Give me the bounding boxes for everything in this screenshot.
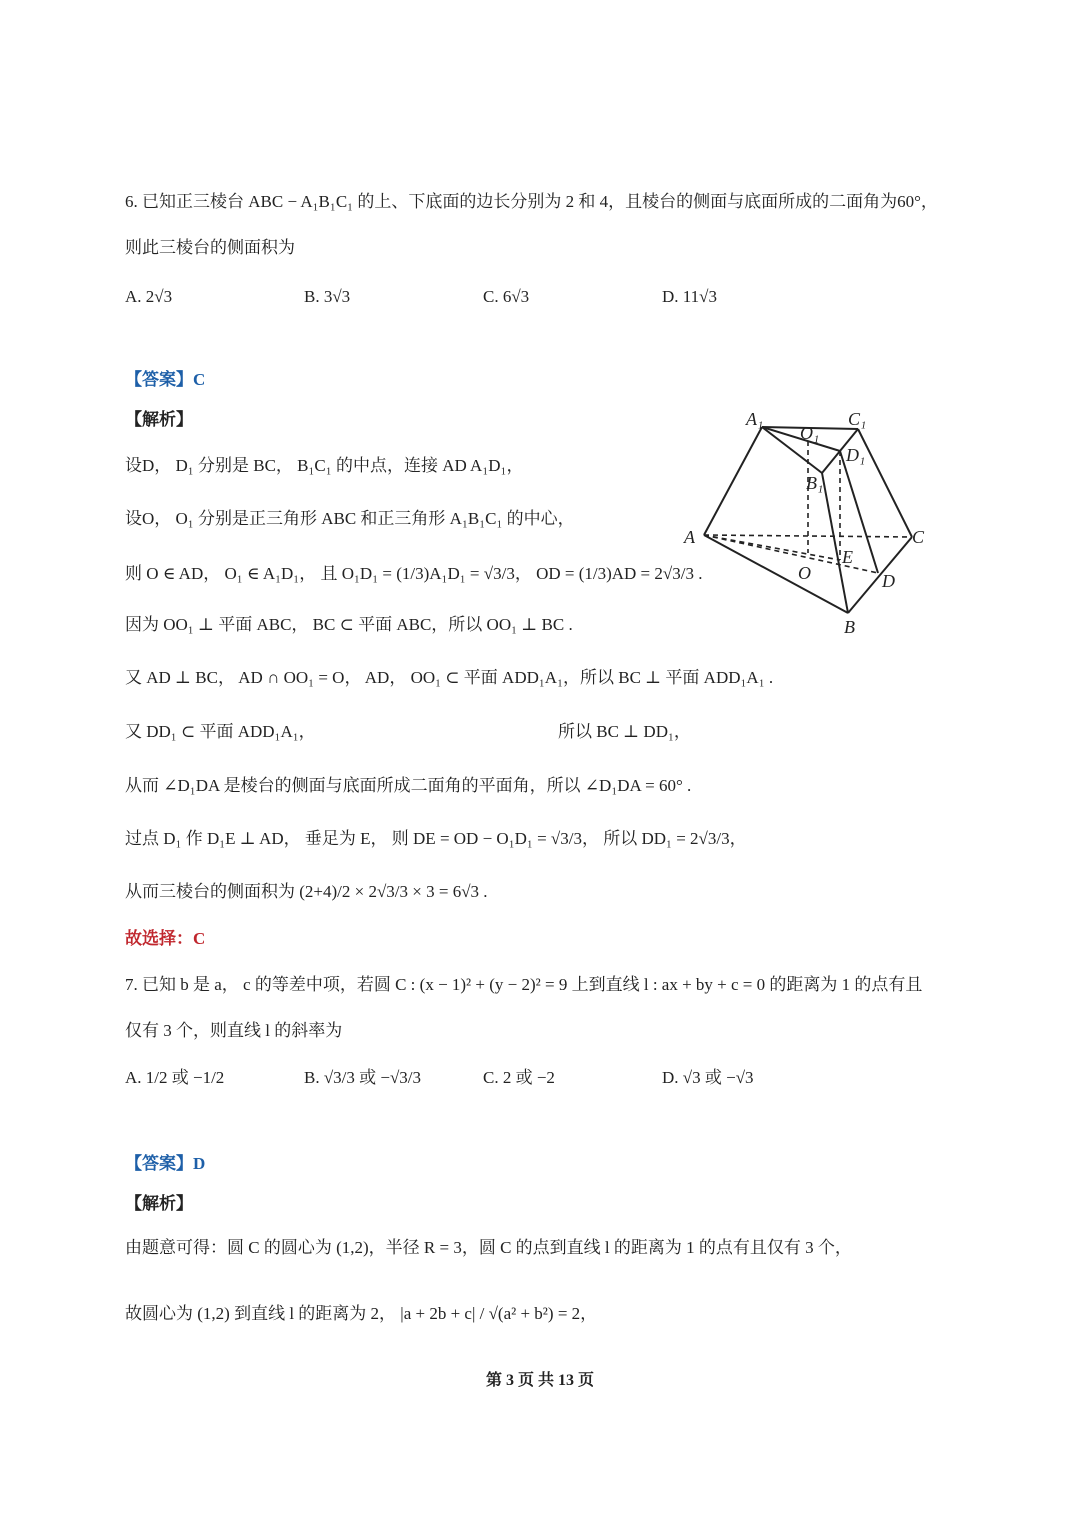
q7-answer: 【答案】D <box>125 1154 206 1173</box>
q7-stem-line2: 仅有 3 个，则直线 l 的斜率为 <box>125 1021 343 1040</box>
frustum-figure <box>680 405 940 640</box>
q6-select: 故选择：C <box>125 929 206 948</box>
label-o: O <box>798 563 811 583</box>
q7-analysis-line1: 由题意可得：圆 C 的圆心为 (1,2)，半径 R = 3，圆 C 的点到直线 l 的距离为 1 的点有且仅有 3 个， <box>125 1238 852 1257</box>
q6-analysis-line8: 过点 D₁ 作 D₁E ⊥ AD， 垂足为 E， 则 DE = OD − O₁D₁ = √3/3， 所以 DD₁ = 2√3/3， <box>125 829 747 848</box>
q6-analysis-line2: 设O， O₁ 分别是正三角形 ABC 和正三角形 A₁B₁C₁ 的中心， <box>125 509 575 528</box>
q6-analysis-line6-right: 所以 BC ⊥ DD₁， <box>558 722 691 741</box>
q6-analysis-line6: 又 DD₁ ⊂ 平面 ADD₁A₁， <box>125 722 316 741</box>
q6-option-b: B. 3√3 <box>304 287 351 306</box>
label-c1: C₁ <box>848 409 867 429</box>
label-d: D <box>882 571 895 591</box>
q7-option-d: D. √3 或 −√3 <box>662 1068 754 1087</box>
label-a1: A₁ <box>746 409 764 429</box>
label-a: A <box>684 527 695 547</box>
label-b1: B₁ <box>806 473 824 493</box>
label-d1: D₁ <box>846 445 866 465</box>
q6-option-d: D. 11√3 <box>662 287 717 306</box>
label-c: C <box>912 527 925 547</box>
q6-analysis-line1: 设D， D₁ 分别是 BC， B₁C₁ 的中点，连接 AD A₁D₁， <box>125 456 524 475</box>
q6-answer: 【答案】C <box>125 370 206 389</box>
q6-analysis-line7: 从而 ∠D₁DA 是棱台的侧面与底面所成二面角的平面角，所以 ∠D₁DA = 60° . <box>125 776 692 795</box>
label-b: B <box>844 617 855 637</box>
label-o1: O₁ <box>800 423 820 443</box>
q7-option-b: B. √3/3 或 −√3/3 <box>304 1068 422 1087</box>
label-e: E <box>842 547 853 567</box>
q6-analysis-line9: 从而三棱台的侧面积为 (2+4)/2 × 2√3/3 × 3 = 6√3 . <box>125 882 488 901</box>
q6-analysis-title: 【解析】 <box>125 410 193 429</box>
q6-analysis-line3: 则 O ∈ AD， O₁ ∈ A₁D₁， 且 O₁D₁ = (1/3)A₁D₁ = √3/3， OD = (1/3)AD = 2√3/3 . <box>125 564 703 583</box>
q6-stem-line2: 则此三棱台的侧面积为 <box>125 238 295 257</box>
q6-option-c: C. 6√3 <box>483 287 530 306</box>
q7-option-c: C. 2 或 −2 <box>483 1068 555 1087</box>
q7-analysis-line2: 故圆心为 (1,2) 到直线 l 的距离为 2， |a + 2b + c| / √(a² + b²) = 2， <box>125 1304 598 1323</box>
q6-stem-line1: 6. 已知正三棱台 ABC − A₁B₁C₁ 的上、下底面的边长分别为 2 和 4，且棱台的侧面与底面所成的二面角为60°， <box>125 192 938 211</box>
q6-analysis-line4: 因为 OO₁ ⊥ 平面 ABC， BC ⊂ 平面 ABC，所以 OO₁ ⊥ BC . <box>125 615 573 634</box>
q7-stem-line1: 7. 已知 b 是 a， c 的等差中项，若圆 C : (x − 1)² + (y − 2)² = 9 上到直线 l : ax + by + c = 0 的距离为 1 的点有且 <box>125 975 923 994</box>
page-footer: 第 3 页 共 13 页 <box>485 1372 594 1389</box>
q6-analysis-line5: 又 AD ⊥ BC， AD ∩ OO₁ = O， AD， OO₁ ⊂ 平面 ADD₁A₁，所以 BC ⊥ 平面 ADD₁A₁ . <box>125 668 774 687</box>
q7-analysis-title: 【解析】 <box>125 1194 193 1213</box>
q6-option-a: A. 2√3 <box>125 287 173 306</box>
q7-option-a: A. 1/2 或 −1/2 <box>125 1068 225 1087</box>
